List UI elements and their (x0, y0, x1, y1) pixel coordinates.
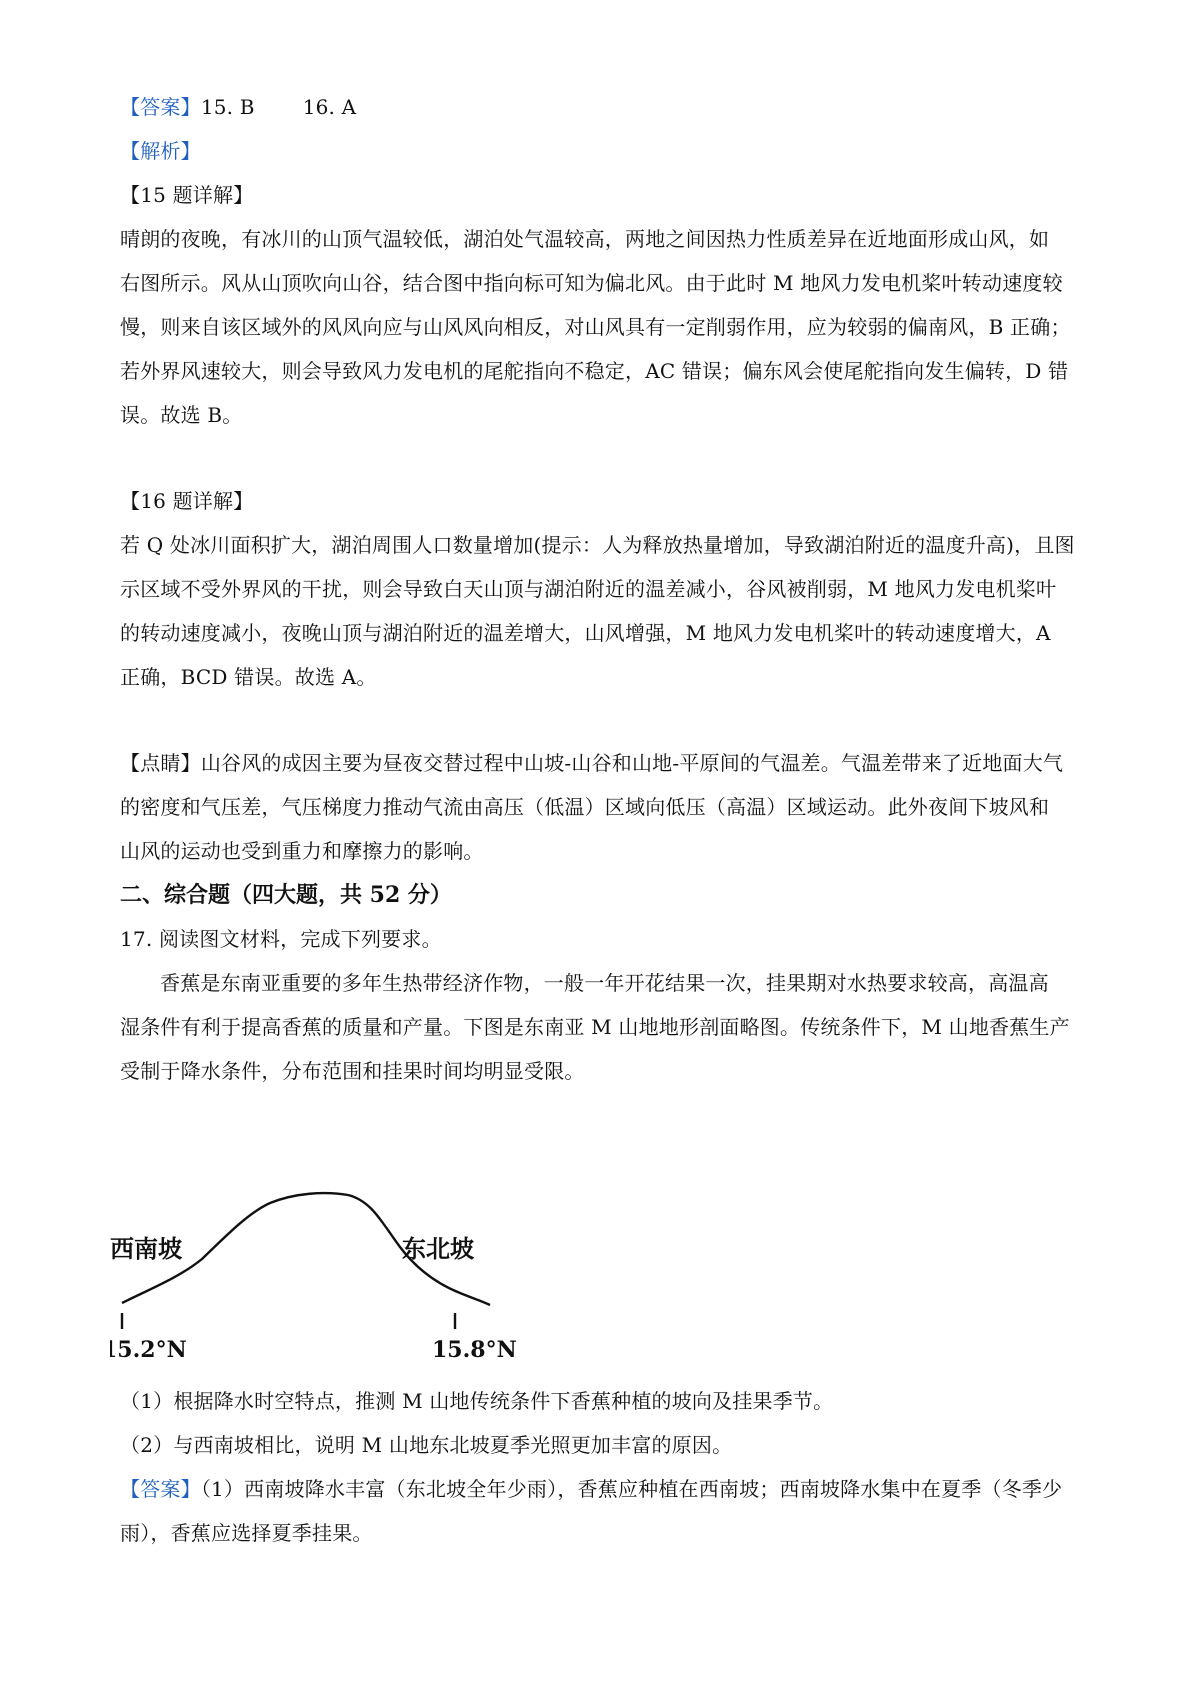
dianjing-line (120, 748, 1100, 778)
right-lat-label: 15.8°N (432, 1337, 517, 1363)
q17-answer-text: （1）西南坡降水丰富（东北坡全年少雨），香蕉应种植在西南坡；西南坡降水集中在夏季（冬季少 (200, 1477, 1063, 1501)
analysis-tag: 【解析】 (120, 139, 201, 163)
dianjing-text: 山谷风的成因主要为昼夜交替过程中山坡-山谷和山地-平原间的气温差。气温差带来了近地面大气 (200, 751, 1064, 775)
left-lat-label: 15.2°N (110, 1337, 187, 1363)
q16-line: 若 Q 处冰川面积扩大，湖泊周围人口数量增加(提示：人为释放热量增加，导致湖泊附近的温度升高)，且图 (120, 533, 1075, 557)
q15-line: 误。故选 B。 (120, 403, 243, 427)
q17-answer-line (120, 1474, 1100, 1504)
q17-question-1: （1）根据降水时空特点，推测 M 山地传统条件下香蕉种植的坡向及挂果季节。 (120, 1389, 834, 1413)
q17-stem: 17. 阅读图文材料，完成下列要求。 (120, 927, 442, 951)
answer-line-15-16 (120, 92, 1100, 122)
q15-line: 慢，则来自该区域外的风风向应与山风风向相反，对山风具有一定削弱作用，应为较弱的偏南风，B 正确； (120, 315, 1071, 339)
q17-material-line: 湿条件有利于提高香蕉的质量和产量。下图是东南亚 M 山地地形剖面略图。传统条件下，M 山地香蕉生产 (120, 1015, 1070, 1039)
section-two-title: 二、综合题（四大题，共 52 分） (120, 882, 452, 908)
q17-material-line: 受制于降水条件，分布范围和挂果时间均明显受限。 (120, 1059, 585, 1083)
q16-line: 的转动速度减小，夜晚山顶与湖泊附近的温差增大，山风增强，M 地风力发电机桨叶的转动速度增大，A (120, 621, 1051, 645)
dianjing-tag: 【点睛】 (120, 751, 201, 775)
terrain-profile-svg (110, 1185, 570, 1365)
terrain-profile-diagram (110, 1185, 570, 1365)
dianjing-line: 山风的运动也受到重力和摩擦力的影响。 (120, 839, 484, 863)
right-slope-label: 东北坡 (402, 1234, 474, 1263)
left-slope-label: 西南坡 (110, 1234, 182, 1263)
q15-line: 若外界风速较大，则会导致风力发电机的尾舵指向不稳定，AC 错误；偏东风会使尾舵指向发生偏转，D 错 (120, 359, 1069, 383)
q17-material-line: 香蕉是东南亚重要的多年生热带经济作物，一般一年开花结果一次，挂果期对水热要求较高，高温高 (160, 971, 1049, 995)
q17-answer-tag: 【答案】 (120, 1477, 201, 1501)
q16-line: 示区域不受外界风的干扰，则会导致白天山顶与湖泊附近的温差减小，谷风被削弱，M 地风力发电机桨叶 (120, 577, 1057, 601)
answer-16: 16. A (302, 95, 357, 119)
q17-answer-line: 雨），香蕉应选择夏季挂果。 (120, 1521, 373, 1545)
q17-question-2: （2）与西南坡相比，说明 M 山地东北坡夏季光照更加丰富的原因。 (120, 1433, 733, 1457)
q15-title: 【15 题详解】 (120, 183, 254, 207)
answer-tag: 【答案】 (120, 95, 201, 119)
q15-line: 右图所示。风从山顶吹向山谷，结合图中指向标可知为偏北风。由于此时 M 地风力发电机桨叶转动速度较 (120, 271, 1063, 295)
q15-line: 晴朗的夜晚，有冰川的山顶气温较低，湖泊处气温较高，两地之间因热力性质差异在近地面形成山风，如 (120, 227, 1050, 251)
dianjing-line: 的密度和气压差，气压梯度力推动气流由高压（低温）区域向低压（高温）区域运动。此外夜间下坡风和 (120, 795, 1050, 819)
q16-line: 正确，BCD 错误。故选 A。 (120, 665, 377, 689)
answer-15: 15. B (200, 95, 255, 119)
q16-title: 【16 题详解】 (120, 489, 254, 513)
